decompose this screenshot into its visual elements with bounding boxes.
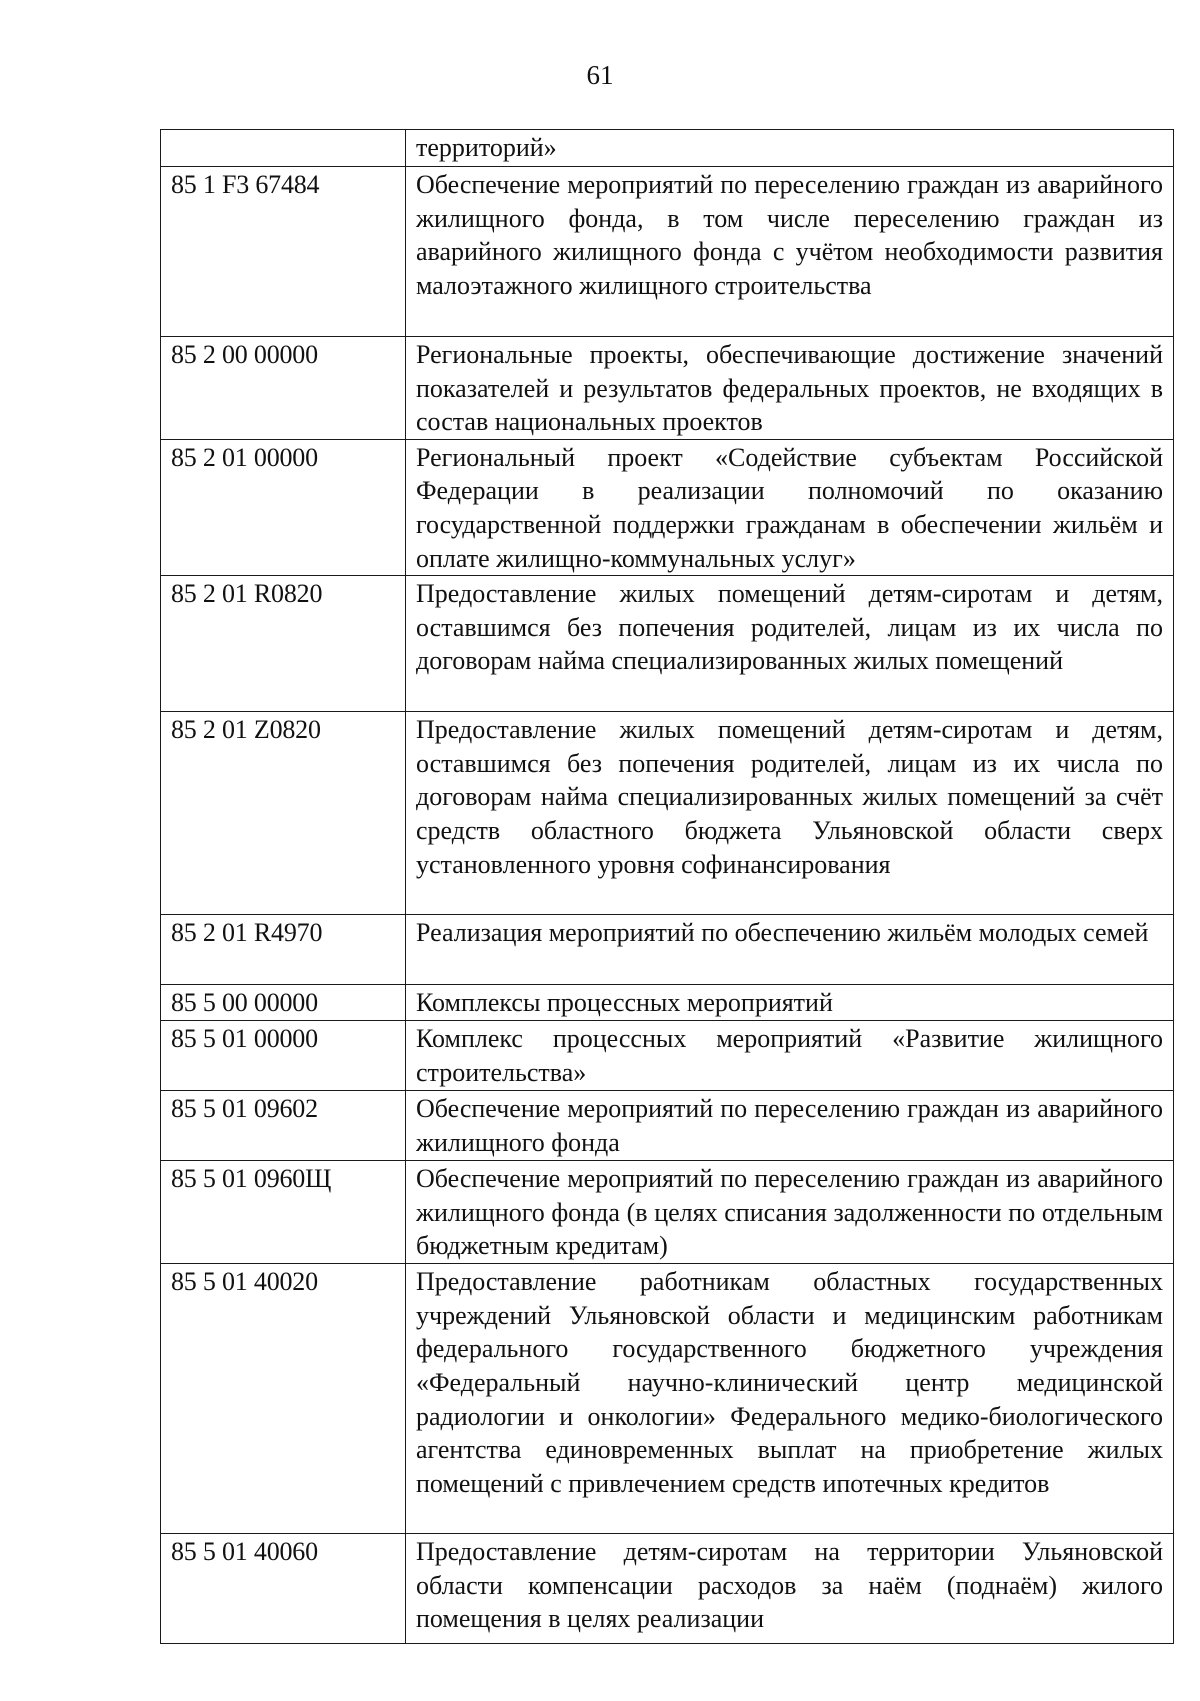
row-name: территорий» [406,130,1174,167]
row-code [161,130,406,167]
table-row [161,712,1174,915]
table-row [161,1534,1174,1644]
row-name: Комплексы процессных мероприятий [406,985,1174,1021]
table-row [161,439,1174,575]
table-row [161,1091,1174,1161]
row-code: 85 1 F3 67484 [161,167,406,337]
row-name: Реализация мероприятий по обеспечению жильём молодых семей [406,915,1174,985]
row-name: Предоставление детям-сиротам на территории Ульяновской области компенсации расходов за наём (поднаём) жилого помещения в целях реализации [406,1534,1174,1644]
table-row [161,337,1174,440]
row-name: Предоставление работникам областных государственных учреждений Ульяновской области и медицинским работникам федерального государственного бюджетного учреждения «Федеральный научно-клинический центр медицинской радиологии и онкологии» Федерального медико-биологического агентства единовременных выплат на приобретение жилых помещений с привлечением средств ипотечных кредитов [406,1264,1174,1534]
budget-classification-table [160,129,1174,1644]
table-row [161,985,1174,1021]
row-name: Региональные проекты, обеспечивающие достижение значений показателей и результатов федеральных проектов, не входящих в состав национальных проектов [406,337,1174,440]
row-code: 85 2 01 Z0820 [161,712,406,915]
page-number: 61 [586,60,614,90]
row-code: 85 5 01 40020 [161,1264,406,1534]
row-name: Обеспечение мероприятий по переселению граждан из аварийного жилищного фонда, в том числе переселению граждан из аварийного жилищного фонда с учётом необходимости развития малоэтажного жилищного строительства [406,167,1174,337]
table-row [161,915,1174,985]
table-row [161,576,1174,712]
row-code: 85 5 01 40060 [161,1534,406,1644]
row-code: 85 2 01 00000 [161,439,406,575]
table-row [161,1264,1174,1534]
row-code: 85 5 01 0960Щ [161,1161,406,1264]
row-code: 85 5 01 09602 [161,1091,406,1161]
row-code: 85 5 00 00000 [161,985,406,1021]
table-row [161,167,1174,337]
row-code: 85 2 01 R0820 [161,576,406,712]
row-name: Обеспечение мероприятий по переселению граждан из аварийного жилищного фонда [406,1091,1174,1161]
row-code: 85 2 01 R4970 [161,915,406,985]
row-code: 85 5 01 00000 [161,1021,406,1091]
row-name: Предоставление жилых помещений детям-сиротам и детям, оставшимся без попечения родителей, лицам из их числа по договорам найма специализированных жилых помещений за счёт средств областного бюджета Ульяновской области сверх установленного уровня софинансирования [406,712,1174,915]
row-name: Предоставление жилых помещений детям-сиротам и детям, оставшимся без попечения родителей, лицам из их числа по договорам найма специализированных жилых помещений [406,576,1174,712]
table-body [161,130,1174,1644]
table-row [161,1021,1174,1091]
row-name: Обеспечение мероприятий по переселению граждан из аварийного жилищного фонда (в целях списания задолженности по отдельным бюджетным кредитам) [406,1161,1174,1264]
table-row [161,1161,1174,1264]
table-row [161,130,1174,167]
row-name: Региональный проект «Содействие субъектам Российской Федерации в реализации полномочий по оказанию государственной поддержки гражданам в обеспечении жильём и оплате жилищно-коммунальных услуг» [406,439,1174,575]
row-code: 85 2 00 00000 [161,337,406,440]
row-name: Комплекс процессных мероприятий «Развитие жилищного строительства» [406,1021,1174,1091]
